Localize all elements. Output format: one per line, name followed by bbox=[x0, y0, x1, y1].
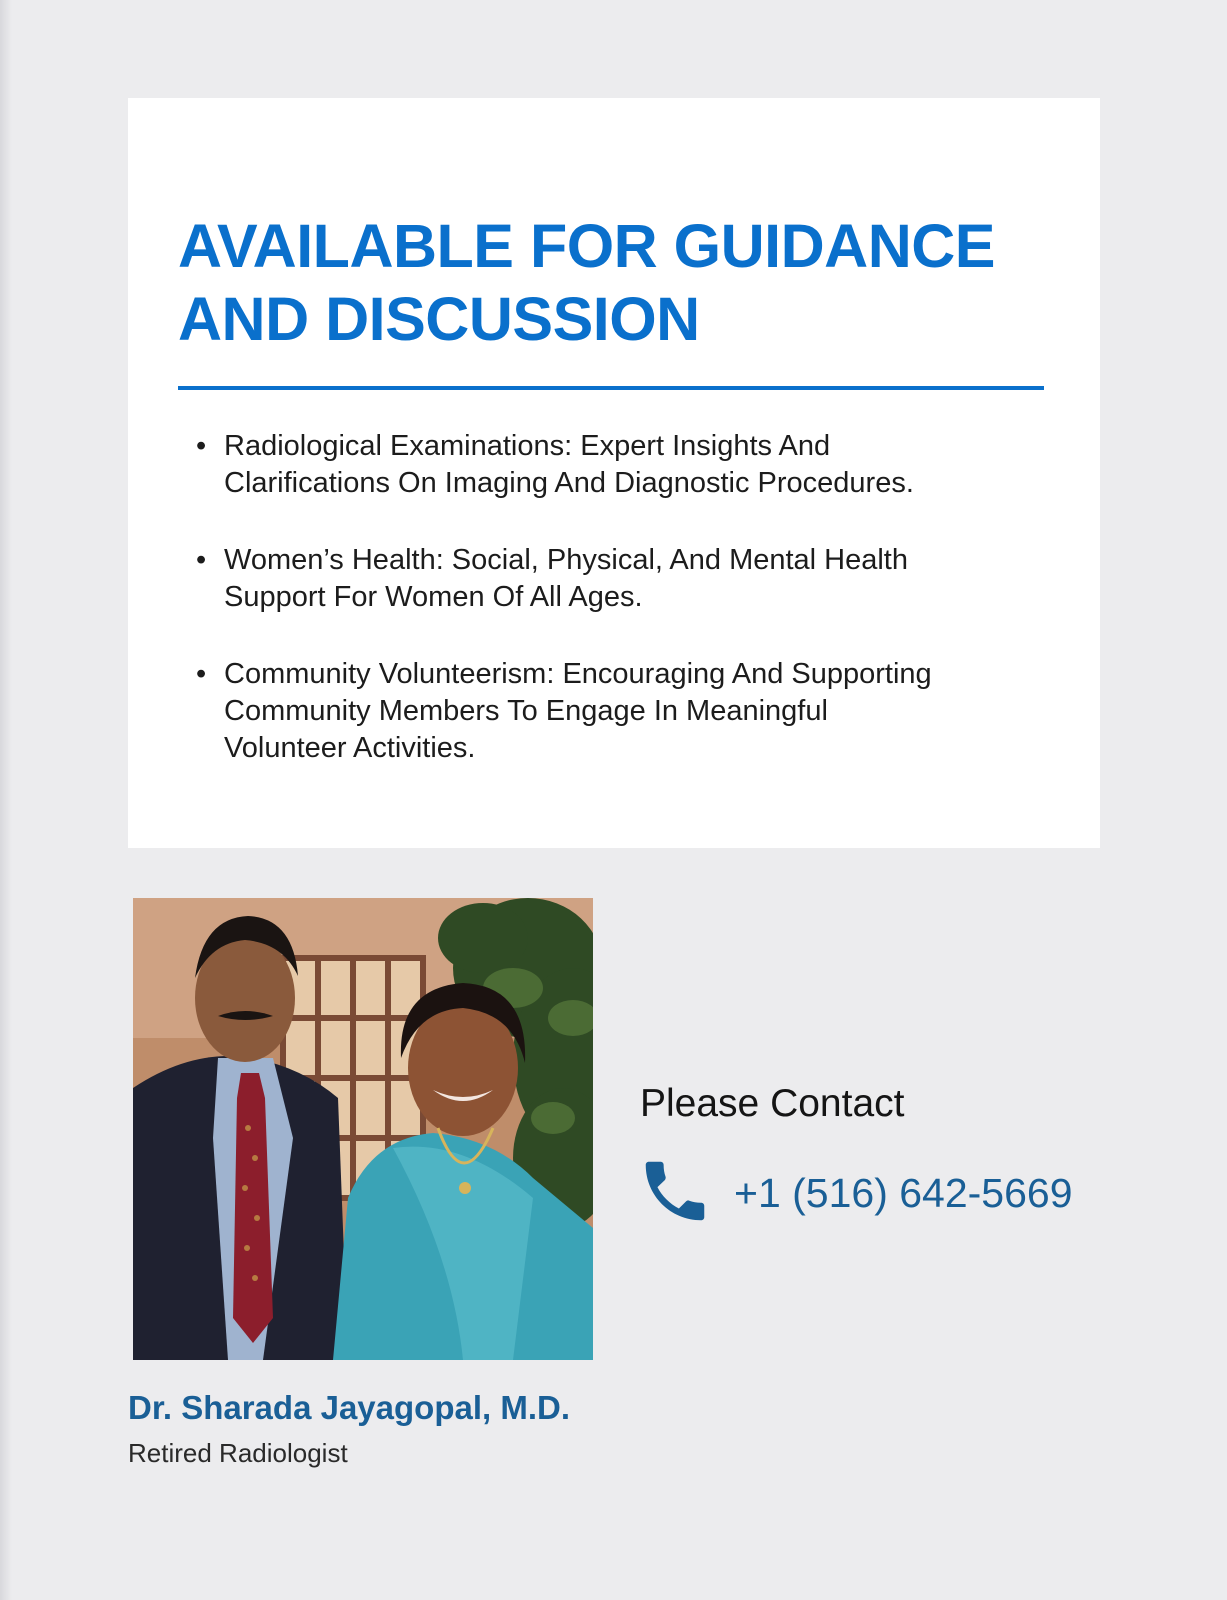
couple-portrait-photo bbox=[133, 898, 593, 1360]
topic-text-line: Radiological Examinations: Expert Insights And bbox=[224, 430, 831, 462]
phone-number-link[interactable]: +1 (516) 642-5669 bbox=[734, 1170, 1073, 1216]
guidance-card bbox=[128, 98, 1100, 848]
headline-line-2: AND DISCUSSION bbox=[178, 285, 700, 353]
portrait-illustration bbox=[133, 898, 593, 1360]
phone-icon bbox=[636, 1152, 714, 1230]
topic-item-radiology bbox=[178, 428, 1058, 502]
doctor-role: Retired Radiologist bbox=[128, 1438, 348, 1468]
topic-text-line: Community Members To Engage In Meaningful bbox=[224, 695, 828, 727]
doctor-name: Dr. Sharada Jayagopal, M.D. bbox=[128, 1389, 570, 1426]
bullet: • bbox=[196, 658, 207, 690]
topic-item-volunteerism bbox=[178, 656, 1058, 767]
contact-heading: Please Contact bbox=[640, 1082, 905, 1125]
phone-icon-graphic bbox=[636, 1152, 714, 1230]
headline bbox=[178, 210, 1058, 356]
topic-list bbox=[178, 428, 1058, 807]
topic-text-line: Women’s Health: Social, Physical, And Mental Health bbox=[224, 544, 908, 576]
bullet: • bbox=[196, 544, 207, 576]
headline-line-1: AVAILABLE FOR GUIDANCE bbox=[178, 212, 995, 280]
topic-text-line: Volunteer Activities. bbox=[224, 732, 476, 764]
page-edge-shadow bbox=[0, 0, 12, 1600]
topic-text-line: Support For Women Of All Ages. bbox=[224, 581, 643, 613]
headline-divider bbox=[178, 386, 1044, 390]
topic-text-line: Clarifications On Imaging And Diagnostic Procedures. bbox=[224, 467, 914, 499]
topic-item-womens-health bbox=[178, 542, 1058, 616]
bullet: • bbox=[196, 430, 207, 462]
topic-text-line: Community Volunteerism: Encouraging And Supporting bbox=[224, 658, 932, 690]
